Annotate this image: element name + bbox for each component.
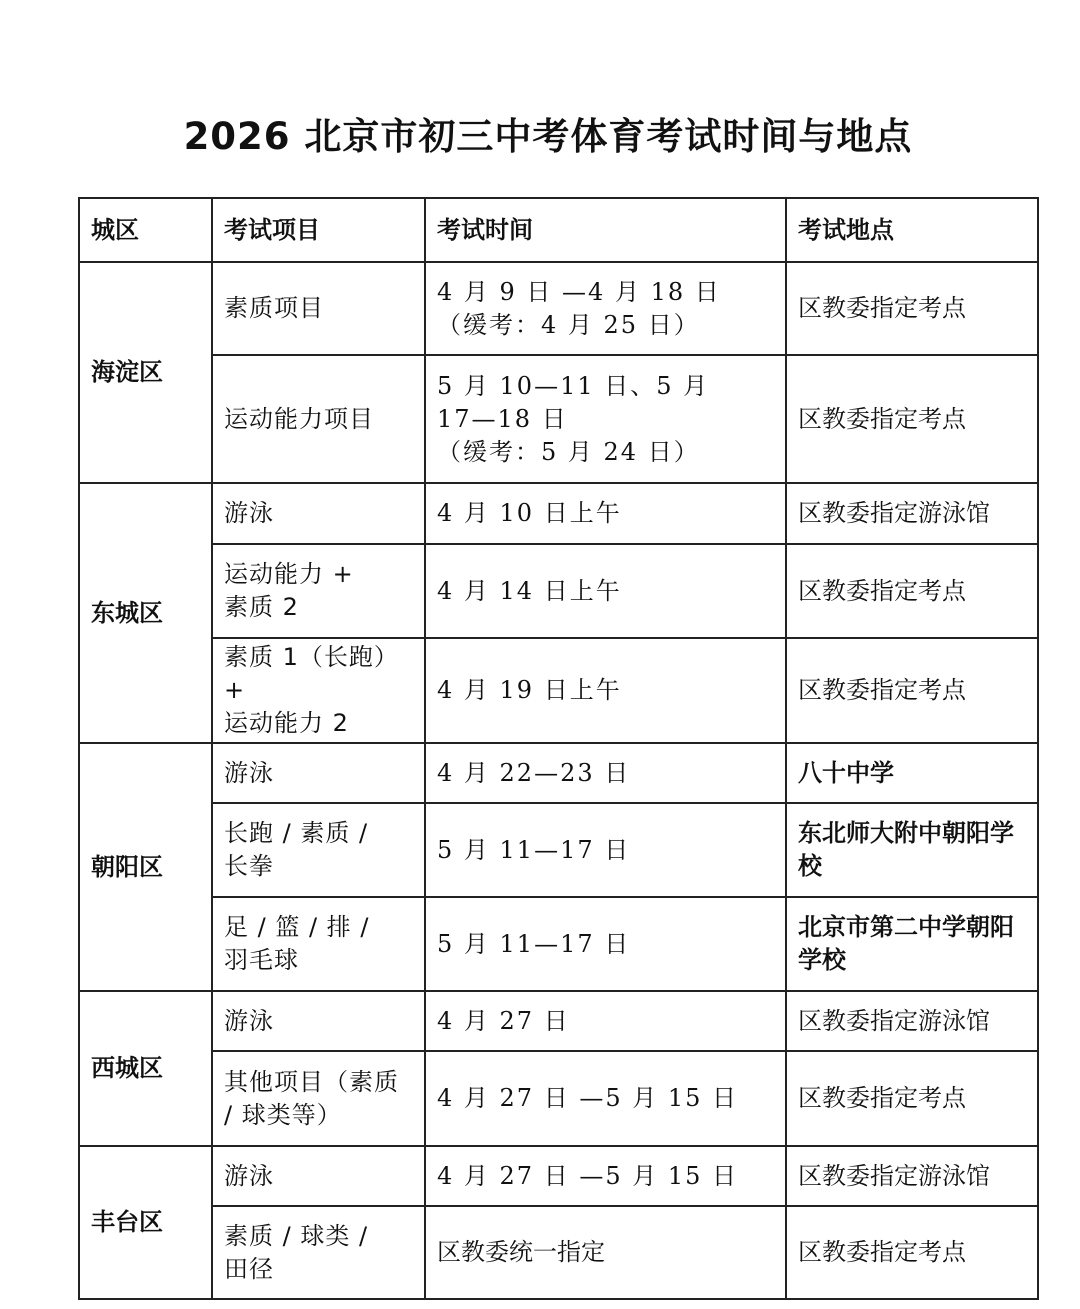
table-row — [79, 991, 1038, 1051]
time-cell: 5 月 10—11 日、5 月 17—18 日 （缓考：5 月 24 日） — [425, 355, 786, 483]
table-row — [79, 483, 1038, 544]
venue-cell: 区教委指定游泳馆 — [786, 1146, 1038, 1206]
table-row — [79, 803, 1038, 897]
venue-cell: 东北师大附中朝阳学校 — [786, 803, 1038, 897]
time-cell: 5 月 11—17 日 — [425, 897, 786, 991]
district-cell: 丰台区 — [79, 1146, 212, 1299]
venue-cell: 北京市第二中学朝阳学校 — [786, 897, 1038, 991]
time-cell: 区教委统一指定 — [425, 1206, 786, 1299]
header-venue: 考试地点 — [786, 198, 1038, 262]
venue-cell: 八十中学 — [786, 743, 1038, 803]
subject-cell: 运动能力 + 素质 2 — [212, 544, 425, 638]
venue-cell: 区教委指定游泳馆 — [786, 483, 1038, 544]
header-time: 考试时间 — [425, 198, 786, 262]
time-cell: 4 月 14 日上午 — [425, 544, 786, 638]
venue-cell: 区教委指定考点 — [786, 262, 1038, 355]
time-cell: 4 月 27 日 —5 月 15 日 — [425, 1051, 786, 1146]
table-row — [79, 1146, 1038, 1206]
district-cell: 海淀区 — [79, 262, 212, 483]
subject-cell: 游泳 — [212, 483, 425, 544]
exam-schedule-table — [78, 197, 1039, 1300]
table-header-row — [79, 198, 1038, 262]
venue-cell: 区教委指定游泳馆 — [786, 991, 1038, 1051]
table-row — [79, 638, 1038, 743]
venue-cell: 区教委指定考点 — [786, 638, 1038, 743]
subject-cell: 游泳 — [212, 991, 425, 1051]
table-row — [79, 1051, 1038, 1146]
subject-cell: 长跑 / 素质 / 长拳 — [212, 803, 425, 897]
time-cell: 4 月 27 日 — [425, 991, 786, 1051]
subject-cell: 足 / 篮 / 排 / 羽毛球 — [212, 897, 425, 991]
table-row — [79, 743, 1038, 803]
table-row — [79, 355, 1038, 483]
subject-cell: 其他项目（素质 / 球类等） — [212, 1051, 425, 1146]
subject-cell: 素质 1（长跑）+ 运动能力 2 — [212, 638, 425, 743]
time-cell: 5 月 11—17 日 — [425, 803, 786, 897]
subject-cell: 游泳 — [212, 743, 425, 803]
district-cell: 东城区 — [79, 483, 212, 743]
subject-cell: 素质项目 — [212, 262, 425, 355]
time-cell: 4 月 19 日上午 — [425, 638, 786, 743]
table-row — [79, 262, 1038, 355]
header-district: 城区 — [79, 198, 212, 262]
time-cell: 4 月 27 日 —5 月 15 日 — [425, 1146, 786, 1206]
header-subject: 考试项目 — [212, 198, 425, 262]
subject-cell: 素质 / 球类 / 田径 — [212, 1206, 425, 1299]
subject-cell: 运动能力项目 — [212, 355, 425, 483]
district-cell: 朝阳区 — [79, 743, 212, 991]
table-row — [79, 1206, 1038, 1299]
table-row — [79, 544, 1038, 638]
page-title: 2026 北京市初三中考体育考试时间与地点 — [183, 115, 913, 158]
time-cell: 4 月 10 日上午 — [425, 483, 786, 544]
venue-cell: 区教委指定考点 — [786, 1051, 1038, 1146]
venue-cell: 区教委指定考点 — [786, 1206, 1038, 1299]
subject-cell: 游泳 — [212, 1146, 425, 1206]
venue-cell: 区教委指定考点 — [786, 544, 1038, 638]
venue-cell: 区教委指定考点 — [786, 355, 1038, 483]
time-cell: 4 月 22—23 日 — [425, 743, 786, 803]
table-row — [79, 897, 1038, 991]
district-cell: 西城区 — [79, 991, 212, 1146]
time-cell: 4 月 9 日 —4 月 18 日 （缓考：4 月 25 日） — [425, 262, 786, 355]
